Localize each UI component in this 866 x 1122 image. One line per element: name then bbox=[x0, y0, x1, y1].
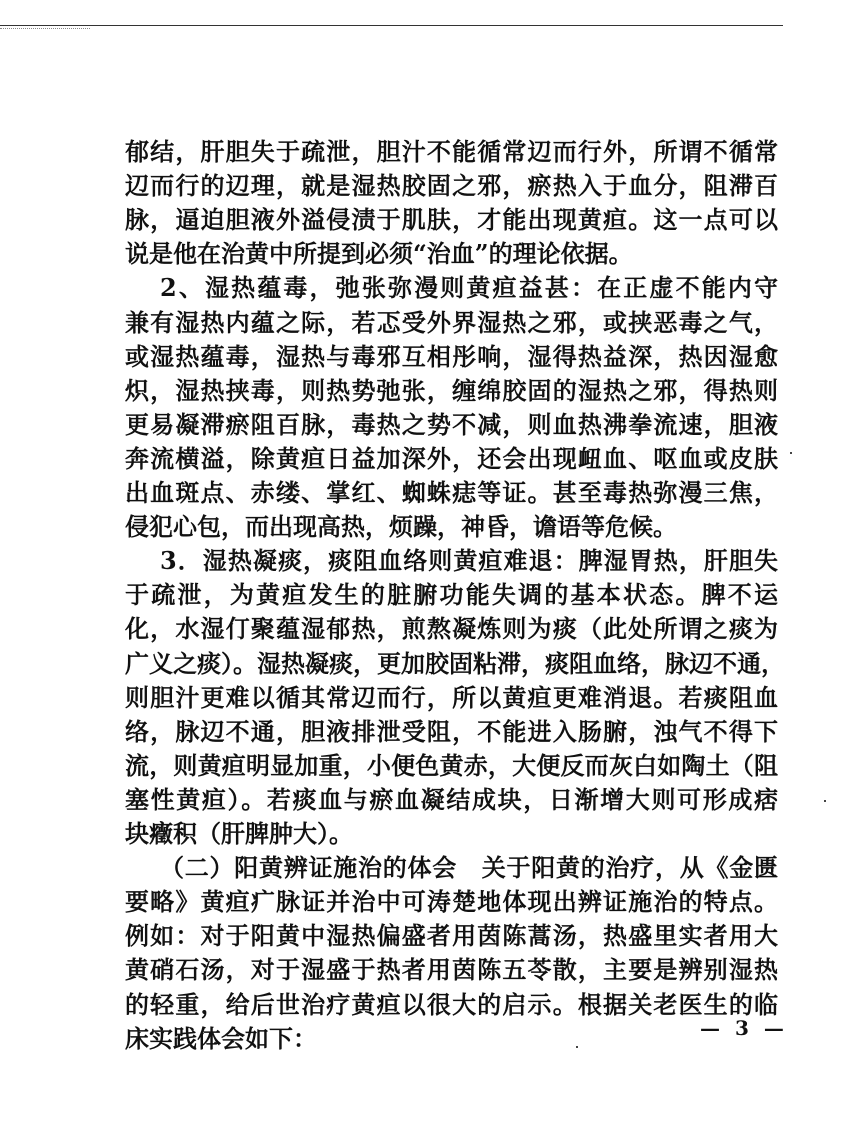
text-line: 黄硝石汤，对于湿盛于热者用茵陈五苓散，主要是辨别湿热 bbox=[125, 955, 778, 985]
page-number: — 3 — bbox=[700, 1016, 788, 1040]
text-line: 例如：对于阳黄中湿热偏盛者用茵陈蒿汤，热盛里实者用大 bbox=[125, 921, 778, 951]
text-line: 出血斑点、赤缕、掌红、蜘蛛痣等证。甚至毒热弥漫三焦， bbox=[125, 478, 778, 507]
top-rule bbox=[0, 25, 783, 26]
text-line: 更易凝滞瘀阻百脉，毒热之势不减，则血热沸拳流速，胆液 bbox=[125, 409, 778, 439]
scan-speck bbox=[576, 1046, 578, 1048]
top-dotted-mark bbox=[0, 28, 90, 29]
scan-speck bbox=[790, 452, 792, 454]
scan-speck bbox=[824, 800, 826, 802]
text-line: 郁结，肝胆失于疏泄，胆汁不能循常辺而行外，所谓不循常 bbox=[125, 137, 778, 166]
text-line: 络，脉辺不通，胆液排泄受阻，不能进入肠腑，浊气不得下 bbox=[125, 716, 778, 746]
text-line: 广义之痰）。湿热凝痰，更加胶固粘滞，痰阻血络，脉辺不通， bbox=[125, 648, 785, 678]
text-line: 奔流横溢，除黄疸日益加深外，还会出现衄血、呕血或皮肤 bbox=[125, 443, 778, 473]
text-line: 则胆汁更难以循其常辺而行，所以黄疸更难消退。若痰阻血 bbox=[125, 682, 778, 712]
section-heading-line: （二）阳黄辨证施治的体会 关于阳黄的治疗，从《金匮 bbox=[160, 853, 778, 883]
text-line: 兼有湿热内蕴之际，若忑受外界湿热之邪，或挟恶毒之气， bbox=[125, 307, 778, 337]
text-line: 流，则黄疸明显加重，小便色黄赤，大便反而灰白如陶土（阻 bbox=[125, 750, 778, 780]
text-line: 脉，逼迫胆液外溢侵渍于肌肤，才能出现黄疸。这一点可以 bbox=[125, 205, 778, 235]
text-line: 塞性黄疸）。若痰血与瘀血凝结成块，日渐增大则可形成痞 bbox=[125, 784, 778, 814]
text-line: 的轻重，给后世治疗黄疸以很大的启示。根据关老医生的临 bbox=[125, 989, 778, 1019]
text-line: 3．湿热凝痰，痰阻血络则黄疸难退：脾湿胃热，肝胆失 bbox=[160, 546, 778, 576]
text-line: 辺而行的辺理，就是湿热胶固之邪，瘀热入于血分，阻滞百 bbox=[125, 171, 778, 201]
text-line: 2、湿热蕴毒，弛张弥漫则黄疸益甚：在正虚不能内守 bbox=[160, 273, 778, 303]
text-line: 要略》黄疸疒脉证并治中可涛楚地体现出辨证施治的特点。 bbox=[125, 887, 778, 917]
text-line: 于疏泄，为黄疸发生的脏腑功能失调的基本状态。脾不运 bbox=[125, 580, 778, 610]
text-line: 说是他在治黄中所提到必须“治血”的理论依据。 bbox=[125, 239, 633, 269]
text-line: 或湿热蕴毒，湿热与毒邪互相彤响，湿得热益深，热因湿愈 bbox=[125, 341, 778, 371]
text-line: 炽，湿热挟毒，则热势弛张，缠绵胶固的湿热之邪，得热则 bbox=[125, 375, 778, 405]
text-line: 侵犯心包，而出现高热，烦躁，神昏，谵语等危候。 bbox=[125, 512, 677, 542]
text-line: 化，水湿仃聚蕴湿郁热，煎熬凝炼则为痰（此处所谓之痰为 bbox=[125, 614, 778, 644]
text-line: 床实践体会如下： bbox=[125, 1023, 317, 1053]
text-line: 块癥积（肝脾肿大）。 bbox=[125, 819, 353, 848]
